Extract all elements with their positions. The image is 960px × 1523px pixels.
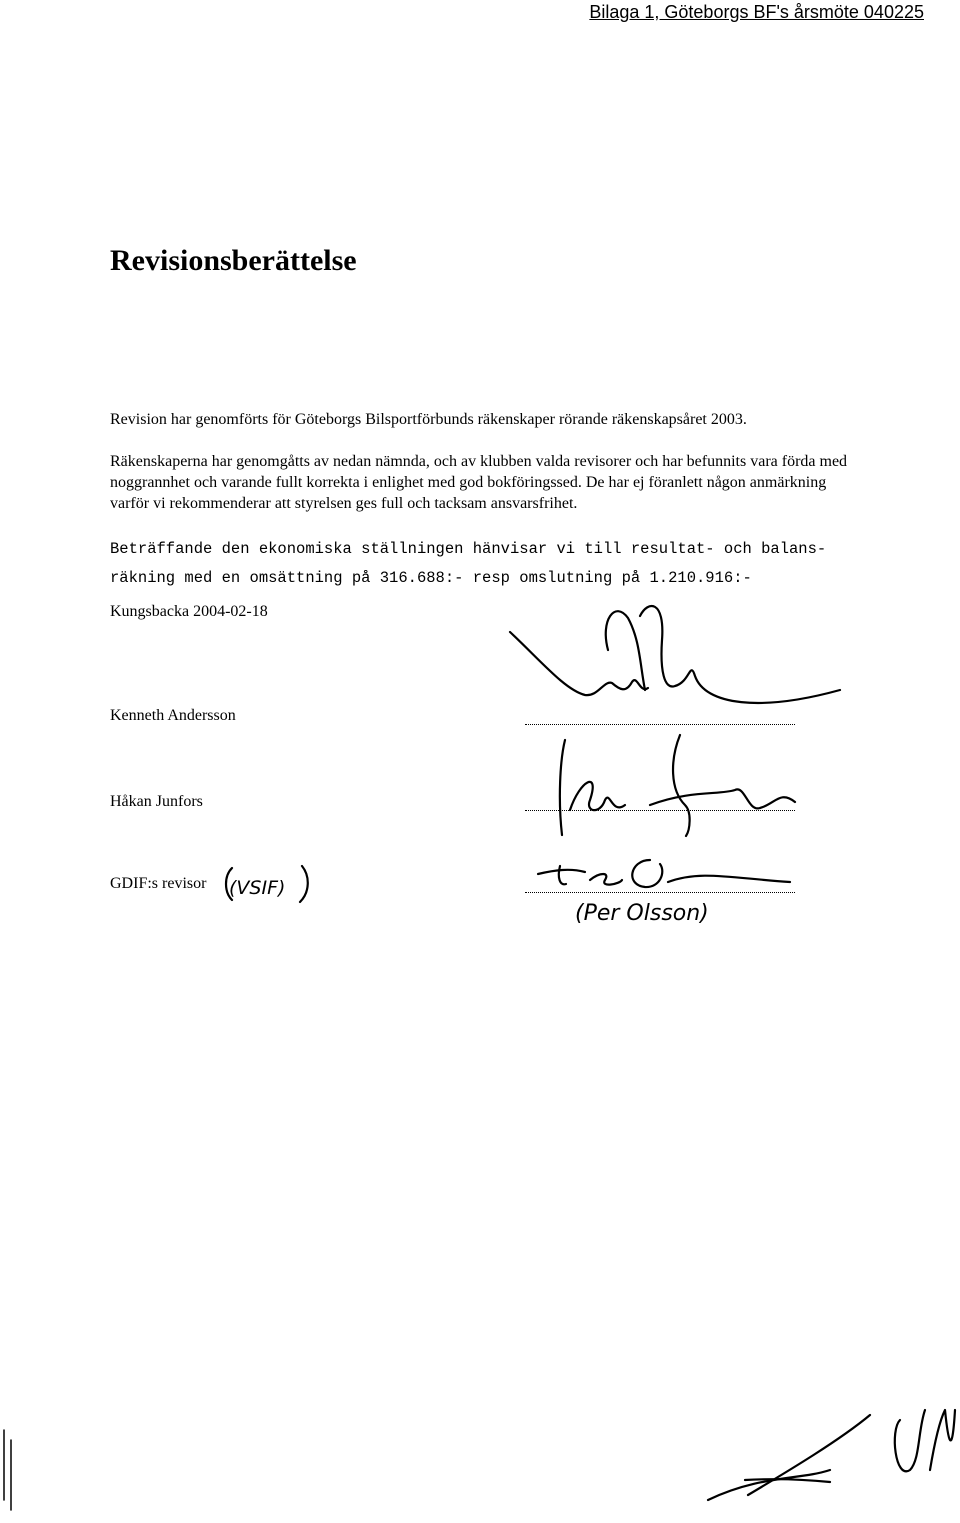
paragraph-financial-statement: Beträffande den ekonomiska ställningen hänvisar vi till resultat- och balans-räkning med en omsättning på 316.688:- resp omslutning på 1.210.916:- xyxy=(110,540,827,587)
handwritten-note-vsif xyxy=(226,866,308,902)
signatory-name-1: Kenneth Andersson xyxy=(110,707,236,724)
place-date: Kungsbacka 2004-02-18 xyxy=(110,603,268,620)
document-title: Revisionsberättelse xyxy=(110,244,357,277)
signature-line-1 xyxy=(525,724,795,725)
document-header: Bilaga 1, Göteborgs BF's årsmöte 040225 xyxy=(589,2,924,22)
handwritten-vsif-text: (VSIF) xyxy=(229,877,286,899)
signatory-name-2: Håkan Junfors xyxy=(110,793,203,810)
signatory-name-3: GDIF:s revisor xyxy=(110,875,207,892)
signature-line-2 xyxy=(525,810,795,811)
corner-initials xyxy=(708,1410,955,1500)
signature-line-3 xyxy=(525,892,795,893)
paragraph-revision: Revision har genomförts för Göteborgs Bilsportförbunds räkenskaper rörande räkenskapsåret 2003. xyxy=(110,411,747,428)
paragraph-accounts: Räkenskaperna har genomgåtts av nedan nämnda, och av klubben valda revisorer och har befunnits vara förda med noggrannhet och varande fullt korrekta i enlighet med god bokföringssed. De har ej föranlett någon anmärkning varför vi rekommenderar att styrelsen ges full och tacksam ansvarsfrihet. xyxy=(110,453,848,512)
signature-kenneth-andersson xyxy=(510,606,840,703)
signature-per-olsson xyxy=(538,860,790,887)
handwritten-per-olsson-text: (Per Olsson) xyxy=(575,901,709,926)
signature-hakan-junfors xyxy=(560,735,795,836)
